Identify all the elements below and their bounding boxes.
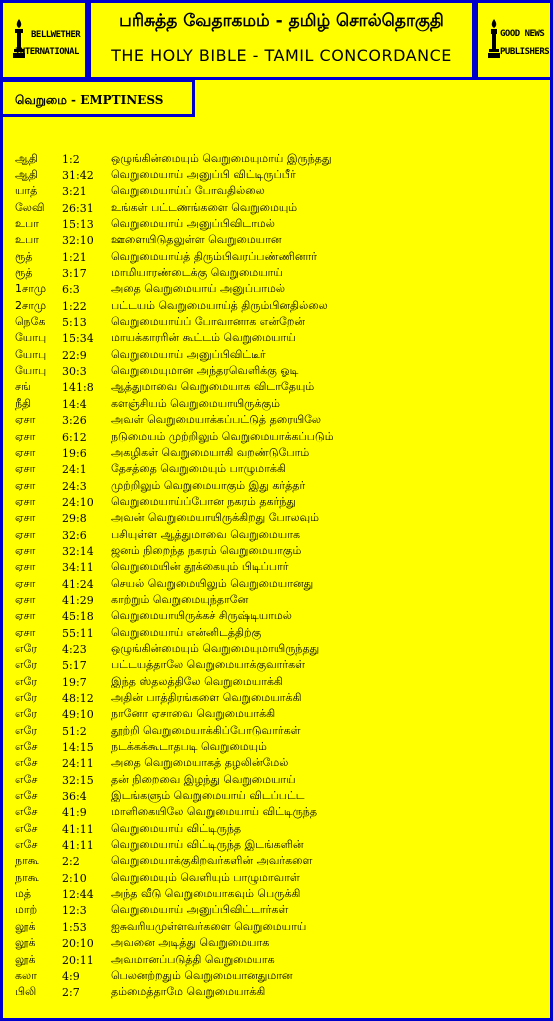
list-item	[15, 641, 545, 657]
list-item	[15, 282, 545, 298]
list-item	[15, 739, 545, 755]
book-name: எசே	[15, 821, 38, 835]
list-item	[15, 331, 545, 347]
list-item	[15, 265, 545, 281]
verse-reference: 6:12	[62, 430, 87, 444]
verse-text: நடக்கக்கூடாதபடி வெறுமையும்	[111, 740, 267, 754]
list-item	[15, 592, 545, 608]
verse-reference: 41:11	[62, 822, 94, 836]
book-name: 1சாமு	[15, 282, 47, 296]
verse-reference: 14:15	[62, 741, 94, 755]
verse-reference: 32:15	[62, 773, 94, 787]
verse-text: களஞ்சியம் வெறுமையாயிருக்கும்	[111, 396, 280, 410]
book-name: நெகே	[15, 315, 46, 329]
book-name: உபா	[15, 233, 39, 247]
verse-reference: 48:12	[62, 692, 94, 706]
verse-reference: 3:26	[62, 414, 87, 428]
list-item	[15, 167, 545, 183]
verse-reference: 5:17	[62, 659, 87, 673]
verse-reference: 32:6	[62, 528, 87, 542]
good-news-logo	[475, 0, 553, 80]
list-item	[15, 625, 545, 641]
book-name: லூக்	[15, 952, 36, 966]
list-item	[15, 494, 545, 510]
book-name: ஏசா	[15, 429, 36, 443]
book-name: ஏசா	[15, 462, 36, 476]
verse-text: அவள் வெறுமையாக்கப்பட்டுத் தரையிலே	[111, 413, 322, 427]
book-name: லூக்	[15, 919, 36, 933]
verse-reference: 49:10	[62, 708, 94, 722]
verse-text: ஐசுவரியமுள்ளவர்களை வெறுமையாய்	[111, 919, 307, 933]
book-name: எரே	[15, 723, 38, 737]
book-name: எசே	[15, 789, 38, 803]
verse-text: அவமானப்படுத்தி வெறுமையாக	[111, 952, 275, 966]
verse-reference: 31:42	[62, 169, 94, 183]
verse-reference: 32:10	[62, 234, 94, 248]
verse-reference: 20:10	[62, 937, 94, 951]
book-name: எசே	[15, 740, 38, 754]
verse-reference: 2:7	[62, 986, 80, 1000]
verse-reference: 26:31	[62, 201, 94, 215]
book-name: யோபு	[15, 364, 47, 378]
verse-reference: 12:3	[62, 904, 87, 918]
list-item	[15, 658, 545, 674]
verse-reference: 55:11	[62, 626, 94, 640]
verse-text: வெறுமையாக்குகிறவர்களின் அவர்களை	[111, 854, 313, 868]
verse-text: மாளிகையிலே வெறுமையாய் விட்டிருந்த	[111, 805, 318, 819]
verse-reference: 41:29	[62, 593, 94, 607]
verse-reference: 5:13	[62, 316, 87, 330]
verse-reference: 141:8	[62, 381, 94, 395]
verse-text: தூற்றி வெறுமையாக்கிப்போடுவார்கள்	[111, 723, 301, 737]
verse-reference: 3:17	[62, 267, 87, 281]
logo-right-line2: PUBLISHERS	[500, 47, 550, 57]
list-item	[15, 968, 545, 984]
verse-text: வெறுமையாயிருக்கச் சிருஷ்டியாமல்	[111, 609, 292, 623]
verse-reference: 2:2	[62, 855, 80, 869]
list-item	[15, 151, 545, 167]
book-name: நாகூ	[15, 854, 39, 868]
verse-reference: 24:10	[62, 495, 94, 509]
book-name: எசே	[15, 838, 38, 852]
verse-text: வெறுமையுமான அந்தரவெளிக்கு ஓடி	[111, 364, 299, 378]
verse-text: வெறுமையாய்ப் போவானாக என்றேன்	[111, 315, 306, 329]
verse-reference: 41:24	[62, 577, 94, 591]
verse-reference: 15:34	[62, 332, 94, 346]
book-name: ஆதி	[15, 151, 38, 165]
list-item	[15, 445, 545, 461]
verse-text: பட்டயத்தாலே வெறுமையாக்குவார்கள்	[111, 658, 306, 672]
verse-text: ஊளையிடுதலுள்ள வெறுமையான	[111, 233, 282, 247]
book-name: நாகூ	[15, 870, 39, 884]
book-name: ஏசா	[15, 527, 36, 541]
section-label: வெறுமை - EMPTINESS	[15, 93, 164, 107]
verse-reference: 32:14	[62, 544, 94, 558]
verse-text: இடங்களும் வெறுமையாய் விடப்பட்ட	[111, 789, 305, 803]
verse-text: பட்டயம் வெறுமையாய்த் திரும்பினதில்லை	[111, 298, 328, 312]
list-item	[15, 560, 545, 576]
book-name: ஏசா	[15, 543, 36, 557]
verse-reference: 3:21	[62, 185, 87, 199]
verse-text: வெறுமையாய் என்னிடத்திற்கு	[111, 625, 262, 639]
list-item	[15, 576, 545, 592]
verse-text: வெறுமையாய்ப் போவதில்லை	[111, 184, 265, 198]
verse-text: அதின் பாத்திரங்களை வெறுமையாக்கி	[111, 691, 302, 705]
book-name: ஏசா	[15, 478, 36, 492]
verse-text: வெறுமையாய்த் திரும்பிவரப்பண்ணினார்	[111, 249, 318, 263]
verse-text: நடுமையம் முற்றிலும் வெறுமையாக்கப்படும்	[111, 429, 334, 443]
book-name: ஏசா	[15, 445, 36, 459]
verse-text: வெறுமையாய் அனுப்பிவிட்டார்கள்	[111, 903, 289, 917]
list-item	[15, 985, 545, 1001]
title-english: THE HOLY BIBLE - TAMIL CONCORDANCE	[111, 46, 452, 65]
book-name: உபா	[15, 217, 39, 231]
book-name: எரே	[15, 707, 38, 721]
book-name: ஏசா	[15, 511, 36, 525]
list-item	[15, 788, 545, 804]
list-item	[15, 478, 545, 494]
verse-reference: 24:1	[62, 463, 87, 477]
verse-text: தன் நிறைவை இழந்து வெறுமையாய்	[111, 772, 296, 786]
book-name: லூக்	[15, 936, 36, 950]
verse-reference: 20:11	[62, 953, 94, 967]
verse-text: மாமியாரண்டைக்கு வெறுமையாய்	[111, 266, 283, 280]
list-item	[15, 527, 545, 543]
verse-text: வெறுமையாய் விட்டிருந்த	[111, 821, 242, 835]
verse-reference: 19:7	[62, 675, 87, 689]
verse-reference: 1:21	[62, 250, 87, 264]
list-item	[15, 462, 545, 478]
list-item	[15, 870, 545, 886]
list-item	[15, 233, 545, 249]
verse-text: ஜனம் நிறைந்த நகரம் வெறுமையாகும்	[111, 543, 302, 557]
list-item	[15, 707, 545, 723]
verse-text: ஆத்துமாவை வெறுமையாக விடாதேயும்	[111, 380, 315, 394]
list-item	[15, 363, 545, 379]
verse-text: வெறுமையாய் அனுப்பிவிடாமல்	[111, 217, 275, 231]
book-name: லேவி	[15, 200, 45, 214]
verse-text: வெறுமையாய் அனுப்பி விட்டிருப்பீர்	[111, 168, 296, 182]
book-name: எசே	[15, 805, 38, 819]
book-name: ஏசா	[15, 413, 36, 427]
book-name: பிலி	[15, 985, 37, 999]
book-name: யாத்	[15, 184, 38, 198]
book-name: மத்	[15, 887, 32, 901]
list-item	[15, 903, 545, 919]
verse-reference: 1:2	[62, 152, 80, 166]
list-item	[15, 805, 545, 821]
list-item	[15, 380, 545, 396]
list-item	[15, 821, 545, 837]
book-name: யோபு	[15, 347, 47, 361]
section-heading	[0, 79, 195, 117]
book-name: ஏசா	[15, 592, 36, 606]
verse-text: செயல் வெறுமையிலும் வெறுமையானது	[111, 576, 314, 590]
list-item	[15, 723, 545, 739]
verse-text: அதை வெறுமையாய் அனுப்பாமல்	[111, 282, 286, 296]
verse-text: வெறுமையும் வெளியும் பாழுமாவாள்	[111, 870, 300, 884]
verse-reference: 36:4	[62, 790, 87, 804]
verse-text: அவனை அடித்து வெறுமையாக	[111, 936, 270, 950]
verse-text: வெறுமையாய் விட்டிருந்த இடங்களின்	[111, 838, 304, 852]
verse-text: காற்றும் வெறுமையுந்தானே	[111, 592, 249, 606]
verse-reference: 24:11	[62, 757, 94, 771]
book-name: எசே	[15, 756, 38, 770]
verse-text: இந்த ஸ்தலத்திலே வெறுமையாக்கி	[111, 674, 283, 688]
concordance-list	[15, 151, 545, 1001]
verse-reference: 2:10	[62, 871, 87, 885]
verse-reference: 29:8	[62, 512, 87, 526]
list-item	[15, 674, 545, 690]
list-item	[15, 690, 545, 706]
list-item	[15, 886, 545, 902]
verse-text: உங்கள் பட்டணங்களை வெறுமையும்	[111, 200, 298, 214]
list-item	[15, 772, 545, 788]
list-item	[15, 936, 545, 952]
verse-reference: 30:3	[62, 365, 87, 379]
verse-text: ஒழுங்கின்மையும் வெறுமையுமாய் இருந்தது	[111, 151, 332, 165]
logo-right-line1: GOOD NEWS	[500, 29, 545, 39]
list-item	[15, 249, 545, 265]
verse-text: அகழிகள் வெறுமையாகி வறண்டுபோம்	[111, 445, 310, 459]
book-name: 2சாமு	[15, 298, 47, 312]
list-item	[15, 184, 545, 200]
list-item	[15, 543, 545, 559]
list-item	[15, 396, 545, 412]
verse-text: தம்மைத்தாமே வெறுமையாக்கி	[111, 985, 266, 999]
book-name: ஏசா	[15, 494, 36, 508]
list-item	[15, 200, 545, 216]
logo-left-line1: BELLWETHER	[31, 30, 81, 40]
header	[0, 0, 553, 80]
verse-reference: 14:4	[62, 397, 87, 411]
verse-reference: 24:3	[62, 479, 87, 493]
list-item	[15, 298, 545, 314]
verse-reference: 41:9	[62, 806, 87, 820]
verse-reference: 19:6	[62, 446, 87, 460]
verse-reference: 22:9	[62, 348, 87, 362]
verse-text: வெறுமையாய்ப்போன நகரம் தகர்ந்து	[111, 494, 296, 508]
list-item	[15, 609, 545, 625]
verse-reference: 34:11	[62, 561, 94, 575]
logo-left-line2: INTERNATIONAL	[15, 47, 79, 57]
list-item	[15, 413, 545, 429]
list-item	[15, 756, 545, 772]
book-name: கலா	[15, 968, 37, 982]
verse-reference: 6:3	[62, 283, 80, 297]
verse-text: பெலனற்றதும் வெறுமையானதுமான	[111, 968, 293, 982]
book-name: நீதி	[15, 396, 32, 410]
verse-reference: 1:53	[62, 920, 87, 934]
list-item	[15, 216, 545, 232]
book-name: எரே	[15, 658, 38, 672]
verse-text: அவன் வெறுமையாயிருக்கிறது போலவும்	[111, 511, 319, 525]
verse-text: நானோ ஏசாவை வெறுமையாக்கி	[111, 707, 276, 721]
book-name: ஏசா	[15, 609, 36, 623]
book-name: ஏசா	[15, 576, 36, 590]
verse-reference: 12:44	[62, 888, 94, 902]
book-name: ஏசா	[15, 560, 36, 574]
book-name: ஏசா	[15, 625, 36, 639]
list-item	[15, 314, 545, 330]
list-item	[15, 837, 545, 853]
list-item	[15, 347, 545, 363]
verse-reference: 1:22	[62, 299, 87, 313]
verse-text: அந்த வீடு வெறுமையாகவும் பெருக்கி	[111, 887, 301, 901]
list-item	[15, 511, 545, 527]
verse-reference: 51:2	[62, 724, 87, 738]
book-name: எரே	[15, 641, 38, 655]
list-item	[15, 854, 545, 870]
list-item	[15, 429, 545, 445]
verse-text: ஒழுங்கின்மையும் வெறுமையுமாயிருந்தது	[111, 641, 320, 655]
verse-reference: 41:11	[62, 839, 94, 853]
book-name: எரே	[15, 691, 38, 705]
verse-text: தேசத்தை வெறுமையும் பாழுமாக்கி	[111, 462, 286, 476]
verse-reference: 4:23	[62, 642, 87, 656]
list-item	[15, 952, 545, 968]
bellwether-logo	[0, 0, 88, 80]
verse-reference: 4:9	[62, 969, 80, 983]
verse-text: வெறுமையாய் அனுப்பிவிட்டீர்	[111, 347, 266, 361]
book-name: சங்	[15, 380, 31, 394]
book-name: எரே	[15, 674, 38, 688]
book-name: ரூத்	[15, 266, 33, 280]
title-box	[88, 0, 475, 80]
title-tamil: பரிசுத்த வேதாகமம் - தமிழ் சொல்தொகுதி	[119, 11, 444, 31]
book-name: ஆதி	[15, 168, 38, 182]
verse-text: முற்றிலும் வெறுமையாகும் இது கர்த்தர்	[111, 478, 306, 492]
book-name: மாற்	[15, 903, 38, 917]
verse-text: வெறுமையின் தூக்கையும் பிடிப்பார்	[111, 560, 289, 574]
book-name: எசே	[15, 772, 38, 786]
verse-reference: 45:18	[62, 610, 94, 624]
book-name: ரூத்	[15, 249, 33, 263]
book-name: யோபு	[15, 331, 47, 345]
verse-text: மாயக்காரரின் கூட்டம் வெறுமையாய்	[111, 331, 296, 345]
verse-text: அதை வெறுமையாகத் தழலின்மேல்	[111, 756, 289, 770]
verse-reference: 15:13	[62, 218, 94, 232]
verse-text: பசியுள்ள ஆத்துமாவை வெறுமையாக	[111, 527, 300, 541]
list-item	[15, 919, 545, 935]
